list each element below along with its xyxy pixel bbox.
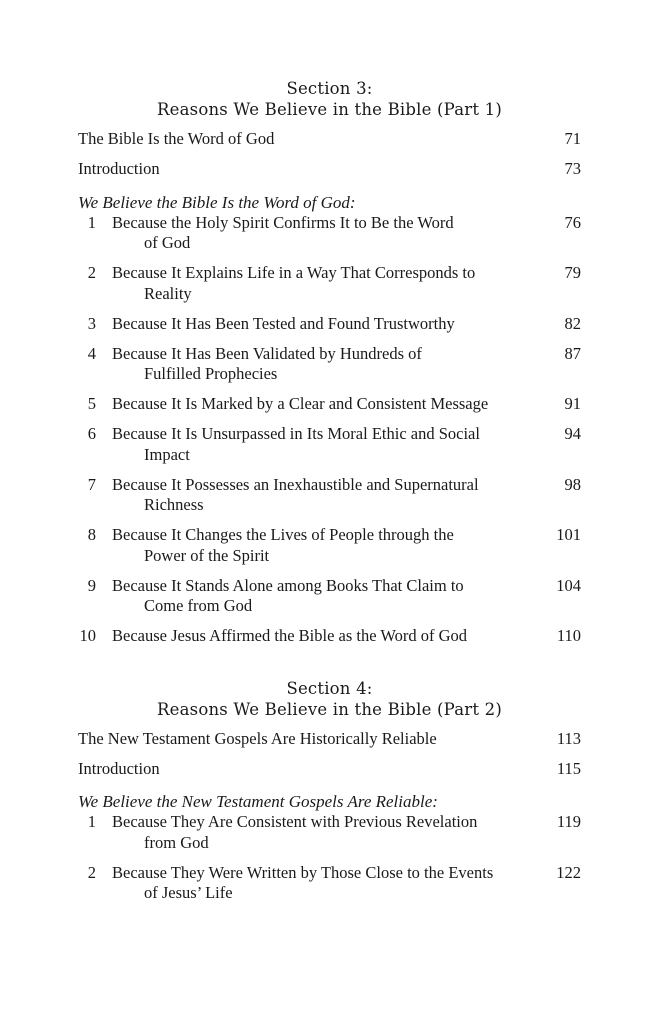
item-number: 7 bbox=[87, 474, 96, 494]
item-page: 79 bbox=[564, 263, 581, 282]
item-number: 3 bbox=[87, 313, 96, 333]
toc-section-3 bbox=[78, 78, 581, 647]
item-page: 104 bbox=[556, 575, 581, 595]
toc-section-4 bbox=[78, 678, 581, 904]
item-page: 122 bbox=[556, 862, 581, 882]
toc-subheading: We Believe the Bible Is the Word of God: bbox=[78, 192, 356, 212]
toc-entry[interactable] bbox=[78, 759, 581, 780]
item-title: Because Jesus Affirmed the Bible as the Word of God bbox=[112, 626, 468, 645]
item-title: Because It Stands Alone among Books That Claim to Come from God bbox=[112, 575, 464, 615]
entry-title: Introduction bbox=[78, 159, 160, 178]
toc-page bbox=[78, 78, 581, 913]
toc-item[interactable] bbox=[78, 394, 581, 415]
entry-title: The New Testament Gospels Are Historically Reliable bbox=[78, 728, 437, 748]
section-heading bbox=[78, 78, 581, 120]
section-label: Section 3: bbox=[286, 79, 373, 98]
item-number: 1 bbox=[87, 212, 96, 232]
item-page: 82 bbox=[564, 313, 581, 333]
section-title: Reasons We Believe in the Bible (Part 2) bbox=[157, 699, 502, 719]
toc-item[interactable] bbox=[78, 863, 581, 904]
item-page: 91 bbox=[564, 394, 581, 413]
entry-page: 113 bbox=[556, 728, 581, 748]
item-page: 98 bbox=[564, 474, 581, 494]
toc-item[interactable] bbox=[78, 475, 581, 516]
item-page: 110 bbox=[556, 626, 581, 645]
item-number: 4 bbox=[87, 343, 96, 363]
item-page: 119 bbox=[556, 812, 581, 831]
toc-item[interactable] bbox=[78, 314, 581, 335]
item-number: 2 bbox=[87, 862, 96, 882]
entry-title: The Bible Is the Word of God bbox=[78, 129, 275, 148]
item-title: Because It Explains Life in a Way That Corresponds to Reality bbox=[112, 263, 476, 303]
toc-entry[interactable] bbox=[78, 129, 581, 150]
item-title: Because They Were Written by Those Close to the Events of Jesus’ Life bbox=[112, 862, 494, 902]
item-page: 101 bbox=[556, 525, 581, 544]
toc-item[interactable] bbox=[78, 424, 581, 465]
toc-item[interactable] bbox=[78, 576, 581, 617]
item-number: 8 bbox=[87, 525, 96, 544]
item-title: Because They Are Consistent with Previous Revelation from God bbox=[112, 812, 478, 852]
item-number: 9 bbox=[87, 575, 96, 595]
section-heading bbox=[78, 678, 581, 720]
toc-item[interactable] bbox=[78, 626, 581, 647]
item-title: Because It Is Unsurpassed in Its Moral Ethic and Social Impact bbox=[112, 424, 480, 464]
toc-item[interactable] bbox=[78, 263, 581, 304]
item-title: Because It Changes the Lives of People through the Power of the Spirit bbox=[112, 525, 454, 565]
item-page: 76 bbox=[564, 212, 581, 232]
item-title: Because It Has Been Tested and Found Trustworthy bbox=[112, 313, 455, 333]
item-number: 2 bbox=[87, 263, 96, 282]
toc-entry[interactable] bbox=[78, 159, 581, 180]
section-label: Section 4: bbox=[286, 678, 373, 698]
section-title: Reasons We Believe in the Bible (Part 1) bbox=[157, 100, 502, 119]
toc-subheading: We Believe the New Testament Gospels Are Reliable: bbox=[78, 792, 438, 811]
toc-item[interactable] bbox=[78, 344, 581, 385]
toc-item[interactable] bbox=[78, 812, 581, 853]
item-title: Because the Holy Spirit Confirms It to Be the Word of God bbox=[112, 212, 454, 252]
item-title: Because It Has Been Validated by Hundreds of Fulfilled Prophecies bbox=[112, 343, 422, 383]
item-title: Because It Is Marked by a Clear and Consistent Message bbox=[112, 394, 489, 413]
item-number: 10 bbox=[79, 626, 96, 645]
toc-item[interactable] bbox=[78, 525, 581, 566]
item-title: Because It Possesses an Inexhaustible and Supernatural Richness bbox=[112, 474, 479, 514]
toc-entry[interactable] bbox=[78, 729, 581, 750]
item-page: 87 bbox=[564, 343, 581, 363]
item-number: 6 bbox=[87, 424, 96, 443]
item-page: 94 bbox=[564, 424, 581, 443]
entry-title: Introduction bbox=[78, 758, 160, 778]
entry-page: 115 bbox=[556, 758, 581, 778]
entry-page: 71 bbox=[564, 129, 581, 148]
item-number: 5 bbox=[87, 394, 96, 413]
entry-page: 73 bbox=[564, 159, 581, 178]
toc-item[interactable] bbox=[78, 213, 581, 254]
item-number: 1 bbox=[87, 812, 96, 831]
